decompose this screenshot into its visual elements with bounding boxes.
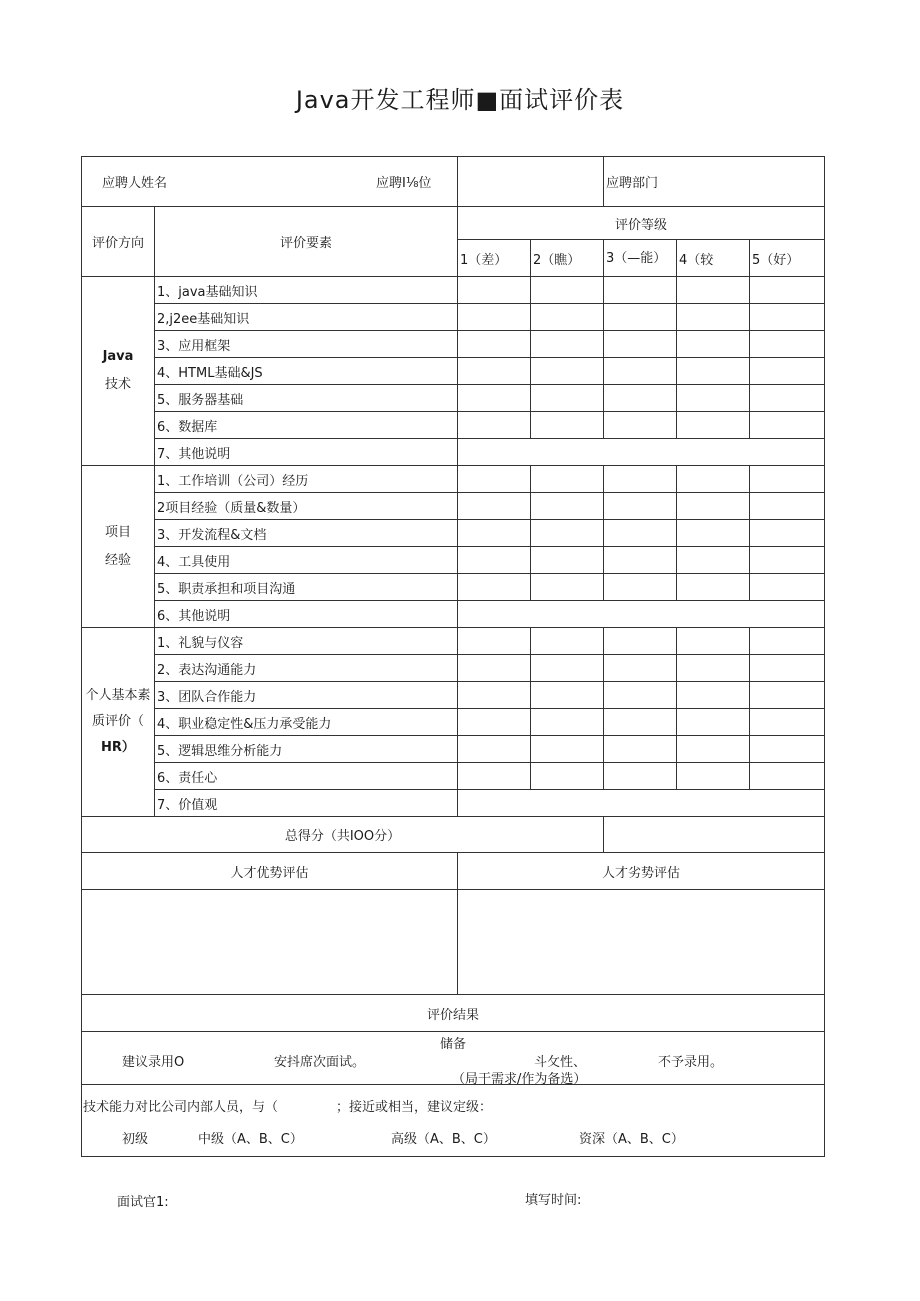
category-project	[82, 466, 155, 628]
score-cell[interactable]	[458, 763, 531, 790]
list-item: 7、价值观	[155, 790, 458, 817]
score-cell[interactable]	[750, 277, 825, 304]
score-cell[interactable]	[604, 655, 677, 682]
list-item: 5、逻辑思维分析能力	[155, 736, 458, 763]
option-arrange-interview[interactable]: 安抖席次面试。	[274, 1054, 366, 1070]
score-cell[interactable]	[604, 709, 677, 736]
score-cell[interactable]	[458, 304, 531, 331]
score-cell[interactable]	[677, 628, 750, 655]
category-java-label-1: Java	[102, 349, 134, 364]
score-cell[interactable]	[604, 412, 677, 439]
list-item: 4、HTML基础&JS	[155, 358, 458, 385]
score-cell[interactable]	[531, 412, 604, 439]
score-cell[interactable]	[677, 331, 750, 358]
header-direction: 评价方向	[82, 207, 155, 277]
score-cell[interactable]	[677, 709, 750, 736]
score-cell[interactable]	[677, 547, 750, 574]
score-cell[interactable]	[604, 574, 677, 601]
fill-time-label: 填写时间:	[525, 1193, 582, 1208]
score-cell[interactable]	[677, 763, 750, 790]
notes-cell[interactable]	[458, 790, 825, 817]
list-item: 4、职业稳定性&压力承受能力	[155, 709, 458, 736]
applicant-name-label: 应聘人姓名	[102, 175, 168, 191]
score-cell[interactable]	[750, 763, 825, 790]
score-cell[interactable]	[750, 466, 825, 493]
tech-level-line: 技术能力对比公司内部人员，与（	[83, 1099, 279, 1115]
category-personal-label-1: 个人基本素	[85, 688, 151, 703]
score-cell[interactable]	[750, 736, 825, 763]
score-cell[interactable]	[531, 304, 604, 331]
list-item: 7、其他说明	[155, 439, 458, 466]
score-cell[interactable]	[458, 709, 531, 736]
notes-cell[interactable]	[458, 439, 825, 466]
category-personal-label-2: 质评价（	[91, 714, 144, 729]
score-cell[interactable]	[458, 655, 531, 682]
grade-4: 4（较	[677, 240, 750, 277]
score-cell[interactable]	[750, 385, 825, 412]
score-cell[interactable]	[531, 493, 604, 520]
score-cell[interactable]	[677, 574, 750, 601]
score-cell[interactable]	[604, 682, 677, 709]
score-cell[interactable]	[458, 736, 531, 763]
list-item: 1、java基础知识	[155, 277, 458, 304]
score-cell[interactable]	[531, 655, 604, 682]
score-cell[interactable]	[750, 412, 825, 439]
score-cell[interactable]	[531, 466, 604, 493]
score-cell[interactable]	[531, 709, 604, 736]
score-cell[interactable]	[750, 493, 825, 520]
result-title: 评价结果	[82, 995, 825, 1032]
score-cell[interactable]	[677, 655, 750, 682]
disadvantage-field[interactable]	[458, 890, 825, 995]
score-cell[interactable]	[531, 574, 604, 601]
option-dou[interactable]: 斗攵性、	[534, 1054, 587, 1070]
score-cell[interactable]	[677, 520, 750, 547]
score-cell[interactable]	[458, 574, 531, 601]
grade-1: 1（差）	[458, 240, 531, 277]
score-cell[interactable]	[677, 385, 750, 412]
score-cell[interactable]	[458, 547, 531, 574]
score-cell[interactable]	[750, 682, 825, 709]
score-cell[interactable]	[458, 682, 531, 709]
score-cell[interactable]	[750, 574, 825, 601]
score-cell[interactable]	[531, 628, 604, 655]
option-reject[interactable]: 不予录用。	[658, 1054, 724, 1070]
category-project-label-2: 经验	[104, 552, 131, 568]
score-cell[interactable]	[750, 628, 825, 655]
list-item: 3、开发流程&文档	[155, 520, 458, 547]
score-cell[interactable]	[750, 304, 825, 331]
advantage-field[interactable]	[82, 890, 458, 995]
advantage-label: 人才优势评估	[82, 853, 458, 890]
list-item: 2,j2ee基础知识	[155, 304, 458, 331]
score-cell[interactable]	[458, 520, 531, 547]
level-senior[interactable]: 高级（A、B、C）	[391, 1131, 496, 1147]
list-item: 5、职责承担和项目沟通	[155, 574, 458, 601]
score-cell[interactable]	[677, 493, 750, 520]
page-title: Java开发工程师■面试评价表	[295, 86, 625, 114]
score-cell[interactable]	[750, 331, 825, 358]
option-reserve-note: （局干需求/作为备选）	[452, 1071, 587, 1085]
header-grade: 评价等级	[458, 207, 825, 240]
category-java-label-2: 技术	[104, 377, 131, 392]
score-cell[interactable]	[604, 493, 677, 520]
disadvantage-label: 人才劣势评估	[458, 853, 825, 890]
score-cell[interactable]	[458, 277, 531, 304]
total-score-field[interactable]	[604, 817, 825, 853]
score-cell[interactable]	[604, 736, 677, 763]
score-cell[interactable]	[531, 736, 604, 763]
score-cell[interactable]	[604, 628, 677, 655]
score-cell[interactable]	[750, 709, 825, 736]
score-cell[interactable]	[750, 547, 825, 574]
interviewer-label: 面试官1:	[117, 1195, 169, 1210]
result-options	[82, 1032, 825, 1085]
list-item: 5、服务器基础	[155, 385, 458, 412]
score-cell[interactable]	[604, 385, 677, 412]
score-cell[interactable]	[677, 304, 750, 331]
applicant-position-label: 应聘I⅛位	[376, 175, 432, 191]
applicant-dept-cell[interactable]	[604, 157, 825, 207]
score-cell[interactable]	[677, 466, 750, 493]
category-personal	[82, 628, 155, 817]
score-cell[interactable]	[458, 628, 531, 655]
score-cell[interactable]	[531, 331, 604, 358]
tech-level-section	[82, 1085, 825, 1157]
level-junior[interactable]: 初级	[122, 1131, 149, 1147]
level-expert[interactable]: 资深（A、B、C）	[579, 1131, 684, 1147]
option-hire[interactable]: 建议录用O	[122, 1054, 185, 1070]
grade-5: 5（好）	[750, 240, 825, 277]
list-item: 3、团队合作能力	[155, 682, 458, 709]
score-cell[interactable]	[750, 358, 825, 385]
score-cell[interactable]	[604, 547, 677, 574]
score-cell[interactable]	[458, 493, 531, 520]
list-item: 1、工作培训（公司）经历	[155, 466, 458, 493]
level-middle[interactable]: 中级（A、B、C）	[198, 1131, 303, 1147]
score-cell[interactable]	[677, 412, 750, 439]
grade-2: 2（瞧）	[531, 240, 604, 277]
category-project-label-1: 项目	[104, 524, 131, 540]
category-java	[82, 277, 155, 466]
category-personal-label-3: HR）	[101, 740, 135, 755]
score-cell[interactable]	[677, 736, 750, 763]
score-cell[interactable]	[531, 358, 604, 385]
score-cell[interactable]	[531, 682, 604, 709]
header-elements: 评价要素	[155, 207, 458, 277]
score-cell[interactable]	[458, 466, 531, 493]
score-cell[interactable]	[604, 358, 677, 385]
score-cell[interactable]	[531, 763, 604, 790]
notes-cell[interactable]	[458, 601, 825, 628]
score-cell[interactable]	[677, 358, 750, 385]
score-cell[interactable]	[458, 358, 531, 385]
score-cell[interactable]	[750, 655, 825, 682]
score-cell[interactable]	[458, 385, 531, 412]
score-cell[interactable]	[458, 412, 531, 439]
score-cell[interactable]	[677, 277, 750, 304]
list-item: 3、应用框架	[155, 331, 458, 358]
applicant-name-position-cell[interactable]	[82, 157, 458, 207]
score-cell[interactable]	[604, 466, 677, 493]
score-cell[interactable]	[677, 682, 750, 709]
grade-3: 3（—能）	[604, 240, 677, 277]
score-cell[interactable]	[531, 277, 604, 304]
score-cell[interactable]	[604, 331, 677, 358]
list-item: 2项目经验（质量&数量）	[155, 493, 458, 520]
score-cell[interactable]	[604, 520, 677, 547]
score-cell[interactable]	[531, 385, 604, 412]
score-cell[interactable]	[604, 763, 677, 790]
list-item: 1、礼貌与仪容	[155, 628, 458, 655]
list-item: 2、表达沟通能力	[155, 655, 458, 682]
score-cell[interactable]	[604, 304, 677, 331]
applicant-dept-label: 应聘部门	[606, 176, 659, 191]
evaluation-form	[81, 156, 825, 1157]
score-cell[interactable]	[604, 277, 677, 304]
score-cell[interactable]	[531, 520, 604, 547]
score-cell[interactable]	[531, 547, 604, 574]
option-reserve[interactable]: 储备	[440, 1036, 467, 1052]
applicant-position-field[interactable]	[458, 157, 604, 207]
tech-level-line-2: ；接近或相当，建议定级：	[336, 1099, 493, 1115]
list-item: 6、责任心	[155, 763, 458, 790]
score-cell[interactable]	[458, 331, 531, 358]
total-score-label: 总得分（共IOO分）	[82, 817, 604, 853]
list-item: 4、工具使用	[155, 547, 458, 574]
list-item: 6、其他说明	[155, 601, 458, 628]
score-cell[interactable]	[750, 520, 825, 547]
list-item: 6、数据库	[155, 412, 458, 439]
